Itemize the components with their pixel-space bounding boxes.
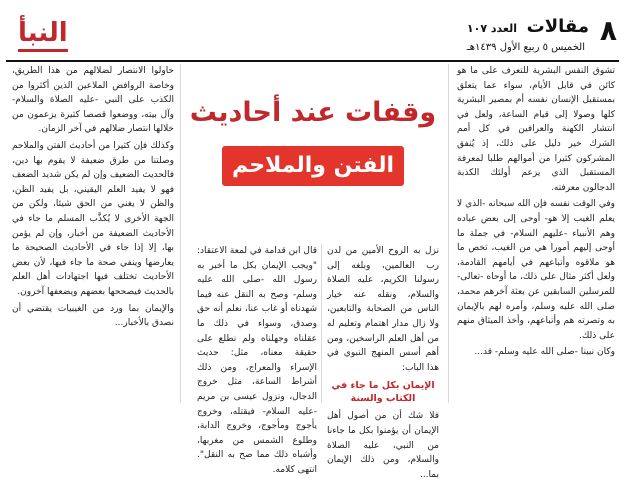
- paragraph: تشوق النفس البشرية للتعرف على ما هو كائن في قابل الأيام، سواء عما يتعلق بمستقبل الإنسان نفسه أم بمصير البشرية كلها وصولا إلى قيام الساعة، ولعل في انتشار الكهنة والعرافين في كل أمم الشرك خير دليل على ذلك، إذ يُنفق المشركون كثيرا من أموالهم طلبا لمعرفة المستقبل الذي يزعم أولئك الكذبة الدجالون معرفته.: [457, 66, 615, 193]
- article-subtitle: الفتن والملاحم: [231, 153, 395, 178]
- column-divider: [321, 244, 322, 403]
- column-left: [12, 64, 174, 403]
- paragraph: والإيمان بما ورد من الغيبيات يقتضي أن نصدق بالأخبار...: [12, 303, 174, 329]
- column-divider: [448, 64, 449, 403]
- column-divider: [180, 64, 181, 403]
- paragraph: وكان نبينا -صلى الله عليه وسلم- قد...: [474, 347, 615, 358]
- page-number: ٨: [599, 14, 617, 47]
- article-title: وقفات عند أحاديث: [189, 97, 437, 128]
- paragraph: وفي الوقت نفسه فإن الله سبحانه -الذي لا يعلم الغيب إلا هو- أوحى إلى بعض عباده وهم الأنبياء -عليهم السلام- في جملة ما أوحى إليهم أمورا هي من الغيب، تخص ما هو ملاقوه وأتباعهم في أيامهم القادمة، ولعل أكثر مثال على ذلك، ما أوحاه -تعالى- للمرسلين السابقين عن بعثة آخرهم محمد، صلى الله عليه وسلم، وأمره لهم بالإيمان به وتصرته هم وأتباعهم، وأخذ الميثاق منهم على ذلك.: [457, 199, 615, 341]
- column-center-right: [327, 244, 439, 480]
- column-right: [457, 64, 615, 403]
- publication-logo: النبأ: [18, 18, 68, 52]
- issue-number: العدد ١٠٧: [466, 22, 517, 35]
- header-rule: [6, 60, 619, 62]
- article-subtitle-box: [222, 146, 404, 186]
- paragraph: فلا شك أن من أصول أهل الإيمان أن يؤمنوا بكل ما جاءنا من النبي، عليه الصلاة والسلام، ومن ذلك الإيمان بما...: [327, 411, 439, 480]
- issue-date: الخميس ٥ ربيع الأول ١٤٣٩هـ: [466, 42, 585, 53]
- paragraph: قال ابن قدامة في لمعة الاعتقاد: "ويجب الإيمان بكل ما أخبر به رسول الله -صلى الله عليه وسلم- وصح به النقل عنه فيما شهدناه أو غاب عنا، نعلم أنه حق وصدق، وسواء في ذلك ما عقلناه وجهلناه ولم نطلع على حقيقة معناه، مثل: حديث الإسراء والمعراج، ومن ذلك أشراط الساعة، مثل خروج الدجال، ونزول عيسى بن مريم -عليه السلام- فيقتله، وخروج يأجوج ومأجوج، وخروج الدابة، وطلوع الشمس من مغربها، وأشباه ذلك مما صح به النقل". انتهى كلامه.: [197, 246, 317, 475]
- page-header: [0, 6, 625, 60]
- paragraph: حاولوا الانتصار لضلالهم من هذا الطريق، وخاصة الروافض الملاعين الذين أكثروا من الكذب على النبي -عليه الصلاة والسلام- وآل بيته، ووضعوا قصصا كثيرة يزعمون من خلالها انتصار ضلالهم في آخر الزمان.: [12, 66, 174, 135]
- subheading: الإيمان بكل ما جاء في الكتاب والسنة: [331, 380, 435, 405]
- paragraph: وكذلك فإن كثيرا من أحاديث الفتن والملاحم وصلتنا من طرق ضعيفة لا يقوم بها دين، فالحديث الضعيف وإن لم يكن شديد الضعف فهو لا يفيد العلم اليقيني، بل يفيد الظن، والظن لا يغني من الحق شيئا، ولكن من الجهة الأخرى لا يُكذَّب المسلم ما جاء في الأحاديث الضعيفة من أخبار، وإن لم يؤمن بها، إلا إذا جاء في الأحاديث الصحيحة ما يعارضها وينفي صحة ما جاء فيها، لأن بعض الأحاديث تختلف فيها اجتهادات أهل العلم بالحديث فيصححها بعضهم ويضعفها آخرون.: [12, 140, 174, 297]
- paragraph: نزل به الروح الأمين من لدن رب العالمين، وبلغه إلى رسولنا الكريم، عليه الصلاة والسلام، ونقله عنه خيار الناس من الصحابة والتابعين، ولا زال مدار اهتمام وتعليم له من أهل العلم الراسخين، ومن أهم أسس المنهج النبوي في هذا الباب:: [327, 246, 439, 373]
- column-center-left: [197, 244, 317, 475]
- section-title: مقالات: [526, 16, 589, 37]
